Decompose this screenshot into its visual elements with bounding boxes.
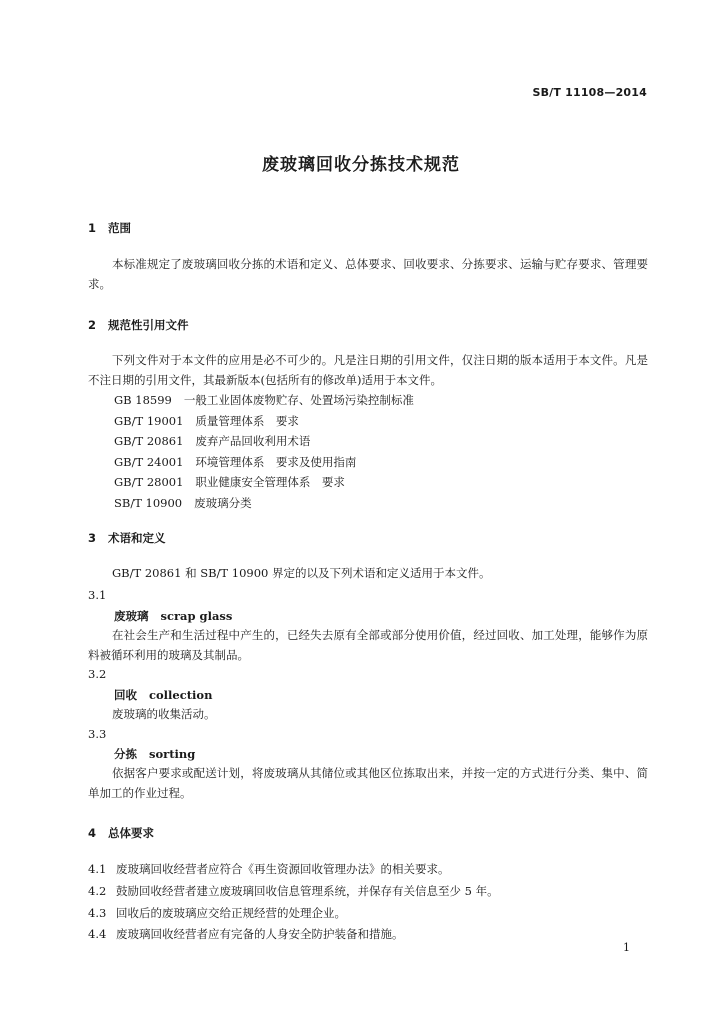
term-name	[114, 608, 232, 624]
section-title: 术语和定义	[108, 531, 166, 545]
term-chinese: 废玻璃	[114, 609, 149, 623]
reference-code: GB/T 28001	[114, 475, 184, 490]
requirement-item	[88, 905, 648, 921]
requirement-text: 鼓励回收经营者建立废玻璃回收信息管理系统，并保存有关信息至少 5 年。	[116, 884, 499, 898]
reference-title: 环境管理体系 要求及使用指南	[195, 454, 357, 469]
reference-item	[114, 472, 414, 493]
reference-title: 一般工业固体废物贮存、处置场污染控制标准	[183, 393, 414, 407]
section-title: 规范性引用文件	[108, 318, 189, 332]
section-3-paragraph: GB/T 20861 和 SB/T 10900 界定的以及下列术语和定义适用于本文件。	[112, 566, 491, 580]
term-number: 3.2	[88, 667, 107, 681]
section-3-heading	[88, 530, 166, 546]
term-name	[114, 746, 195, 762]
reference-item	[114, 431, 414, 452]
reference-code: SB/T 10900	[114, 495, 183, 510]
section-1-heading	[88, 220, 131, 236]
section-number: 4	[88, 826, 97, 840]
requirement-text: 废玻璃回收经营者应符合《再生资源回收管理办法》的相关要求。	[116, 862, 450, 876]
reference-code: GB/T 20861	[114, 434, 184, 449]
requirement-number: 4.3	[88, 906, 107, 920]
reference-item	[114, 411, 414, 432]
requirement-number: 4.4	[88, 927, 107, 941]
requirement-number: 4.2	[88, 884, 107, 898]
requirement-text: 回收后的废玻璃应交给正规经营的处理企业。	[116, 906, 346, 920]
section-2-paragraph: 下列文件对于本文件的应用是必不可少的。凡是注日期的引用文件，仅注日期的版本适用于本文件。凡是不注日期的引用文件，其最新版本(包括所有的修改单)适用于本文件。	[88, 353, 648, 387]
term-chinese: 回收	[114, 688, 137, 702]
section-number: 1	[88, 221, 97, 235]
section-title: 范围	[108, 221, 131, 235]
reference-code: GB/T 24001	[114, 454, 184, 469]
section-number: 3	[88, 531, 97, 545]
term-number: 3.3	[88, 727, 107, 741]
section-title: 总体要求	[108, 826, 154, 840]
requirement-item	[88, 883, 648, 899]
reference-code: GB/T 19001	[114, 413, 184, 428]
section-2-heading	[88, 317, 189, 333]
term-english: collection	[149, 688, 213, 702]
reference-title: 废玻璃分类	[194, 495, 252, 510]
requirement-item	[88, 926, 648, 942]
section-1-paragraph: 本标准规定了废玻璃回收分拣的术语和定义、总体要求、回收要求、分拣要求、运输与贮存要求、管理要求。	[88, 257, 648, 291]
requirement-text: 废玻璃回收经营者应有完备的人身安全防护装备和措施。	[116, 927, 404, 941]
section-number: 2	[88, 318, 97, 332]
reference-item	[114, 390, 414, 411]
page-number: 1	[623, 941, 630, 954]
reference-item	[114, 493, 414, 514]
reference-title: 质量管理体系 要求	[195, 413, 299, 428]
normative-references-list	[114, 390, 414, 514]
term-definition: 废玻璃的收集活动。	[112, 707, 216, 721]
term-english: sorting	[149, 747, 196, 761]
reference-code: GB 18599	[114, 393, 172, 407]
term-english: scrap glass	[160, 609, 233, 623]
term-name	[114, 687, 212, 703]
term-number: 3.1	[88, 588, 107, 602]
standard-number: SB/T 11108—2014	[532, 86, 647, 99]
reference-title: 职业健康安全管理体系 要求	[195, 475, 345, 490]
reference-title: 废弃产品回收利用术语	[195, 434, 311, 449]
document-title: 废玻璃回收分拣技术规范	[262, 155, 460, 175]
reference-item	[114, 452, 414, 473]
requirement-item	[88, 861, 648, 877]
section-4-heading	[88, 825, 154, 841]
term-definition: 在社会生产和生活过程中产生的，已经失去原有全部或部分使用价值，经过回收、加工处理，能够作为原料被循环利用的玻璃及其制品。	[88, 628, 648, 662]
term-chinese: 分拣	[114, 747, 137, 761]
term-definition: 依据客户要求或配送计划，将废玻璃从其储位或其他区位拣取出来，并按一定的方式进行分类、集中、简单加工的作业过程。	[88, 766, 648, 800]
requirement-number: 4.1	[88, 862, 107, 876]
